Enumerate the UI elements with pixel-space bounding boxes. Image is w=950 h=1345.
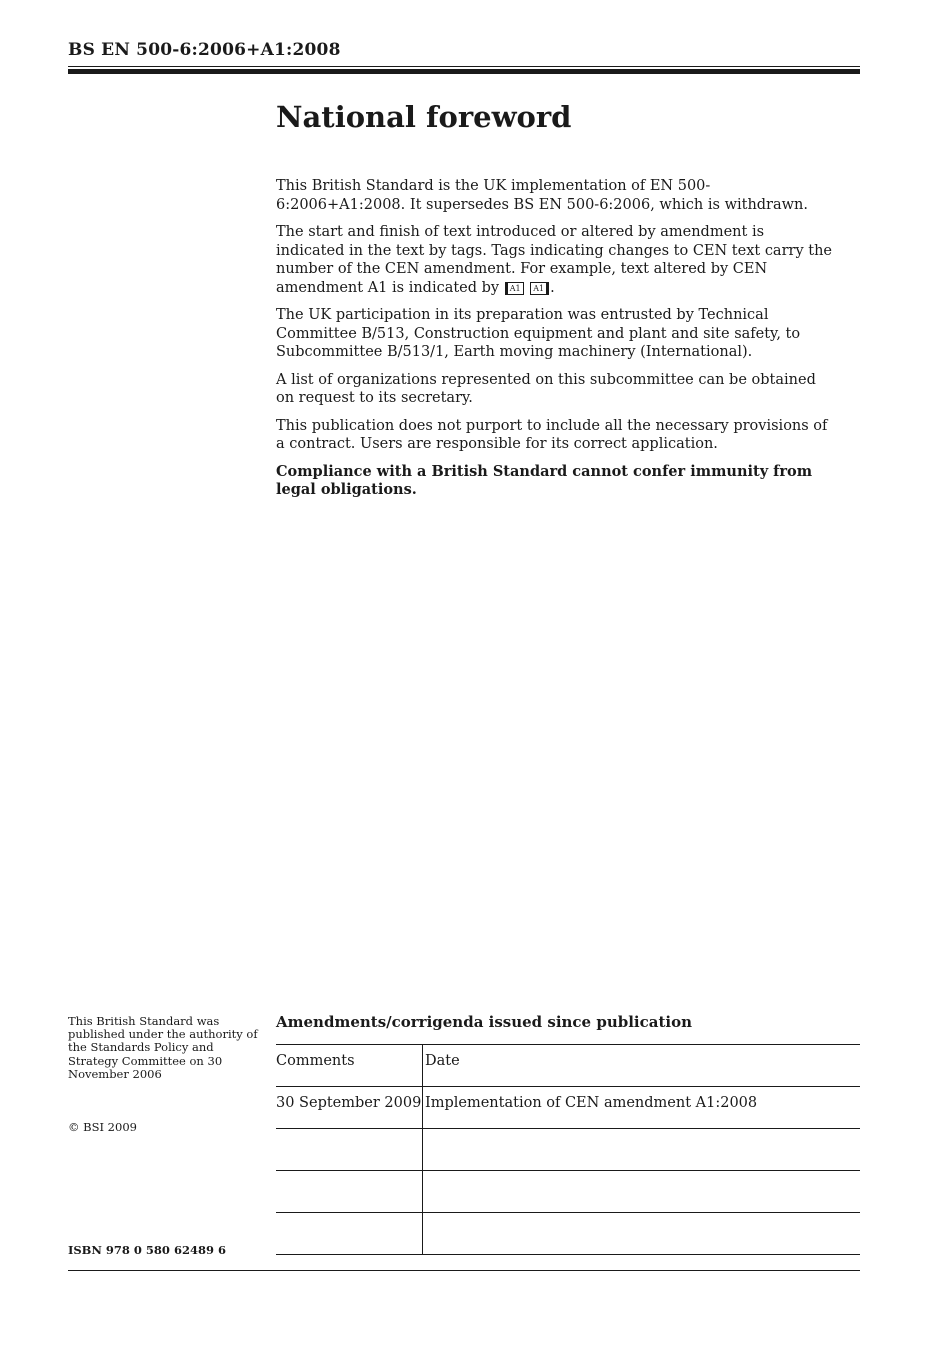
page-title: National foreword bbox=[276, 100, 572, 134]
header-cell-comments: Comments bbox=[276, 1045, 423, 1087]
header-cell-date: Date bbox=[423, 1045, 861, 1087]
paragraph-organizations: A list of organizations represented on this subcommittee can be obtained on request to its secretary. bbox=[276, 371, 816, 406]
table-cell bbox=[423, 1171, 861, 1213]
table-header-row bbox=[276, 1045, 860, 1087]
copyright: © BSI 2009 bbox=[68, 1120, 137, 1134]
footer-rule bbox=[68, 1270, 860, 1271]
table-row bbox=[276, 1087, 860, 1129]
table-row bbox=[276, 1213, 860, 1255]
paragraph-amendment-tags-text: The start and finish of text introduced or altered by amendment is indicated in the text by tags. Tags indicating changes to CEN text carry the number of the CEN amendment. For example, text altered by CEN amendment A1 is indicated by bbox=[276, 224, 832, 296]
amendment-end-tag-icon: A1 bbox=[530, 282, 549, 295]
amendment-start-tag-icon: A1 bbox=[505, 282, 524, 295]
publication-note: This British Standard was published under the authority of the Standards Policy and Strategy Committee on 30 November 2006 bbox=[68, 1014, 258, 1081]
paragraph-compliance: Compliance with a British Standard cannot confer immunity from legal obligations. bbox=[276, 462, 813, 498]
table-cell bbox=[423, 1213, 861, 1255]
document-code: BS EN 500-6:2006+A1:2008 bbox=[68, 40, 341, 60]
foreword-body bbox=[276, 177, 836, 509]
isbn: ISBN 978 0 580 62489 6 bbox=[68, 1243, 226, 1257]
amendments-title: Amendments/corrigenda issued since publication bbox=[276, 1013, 692, 1031]
amendments-table bbox=[276, 1044, 860, 1255]
paragraph-provisions: This publication does not purport to include all the necessary provisions of a contract. Users are responsible for its correct application. bbox=[276, 417, 828, 452]
header-rule-thick bbox=[68, 69, 860, 74]
table-cell bbox=[276, 1171, 423, 1213]
paragraph-amendment-tags-end: . bbox=[550, 279, 555, 296]
table-cell bbox=[276, 1213, 423, 1255]
paragraph-implementation: This British Standard is the UK implementation of EN 500-6:2006+A1:2008. It supersedes BS EN 500-6:2006, which is withdrawn. bbox=[276, 178, 808, 213]
paragraph-amendment-tags bbox=[276, 223, 836, 297]
table-row bbox=[276, 1171, 860, 1213]
table-cell: 30 September 2009 bbox=[276, 1087, 423, 1129]
table-cell bbox=[423, 1129, 861, 1171]
header-rule-thin bbox=[68, 66, 860, 67]
table-row bbox=[276, 1129, 860, 1171]
table-cell bbox=[276, 1129, 423, 1171]
table-cell: Implementation of CEN amendment A1:2008 bbox=[423, 1087, 861, 1129]
paragraph-participation: The UK participation in its preparation was entrusted by Technical Committee B/513, Construction equipment and plant and site safety, to Subcommittee B/513/1, Earth moving machinery (International). bbox=[276, 307, 801, 360]
